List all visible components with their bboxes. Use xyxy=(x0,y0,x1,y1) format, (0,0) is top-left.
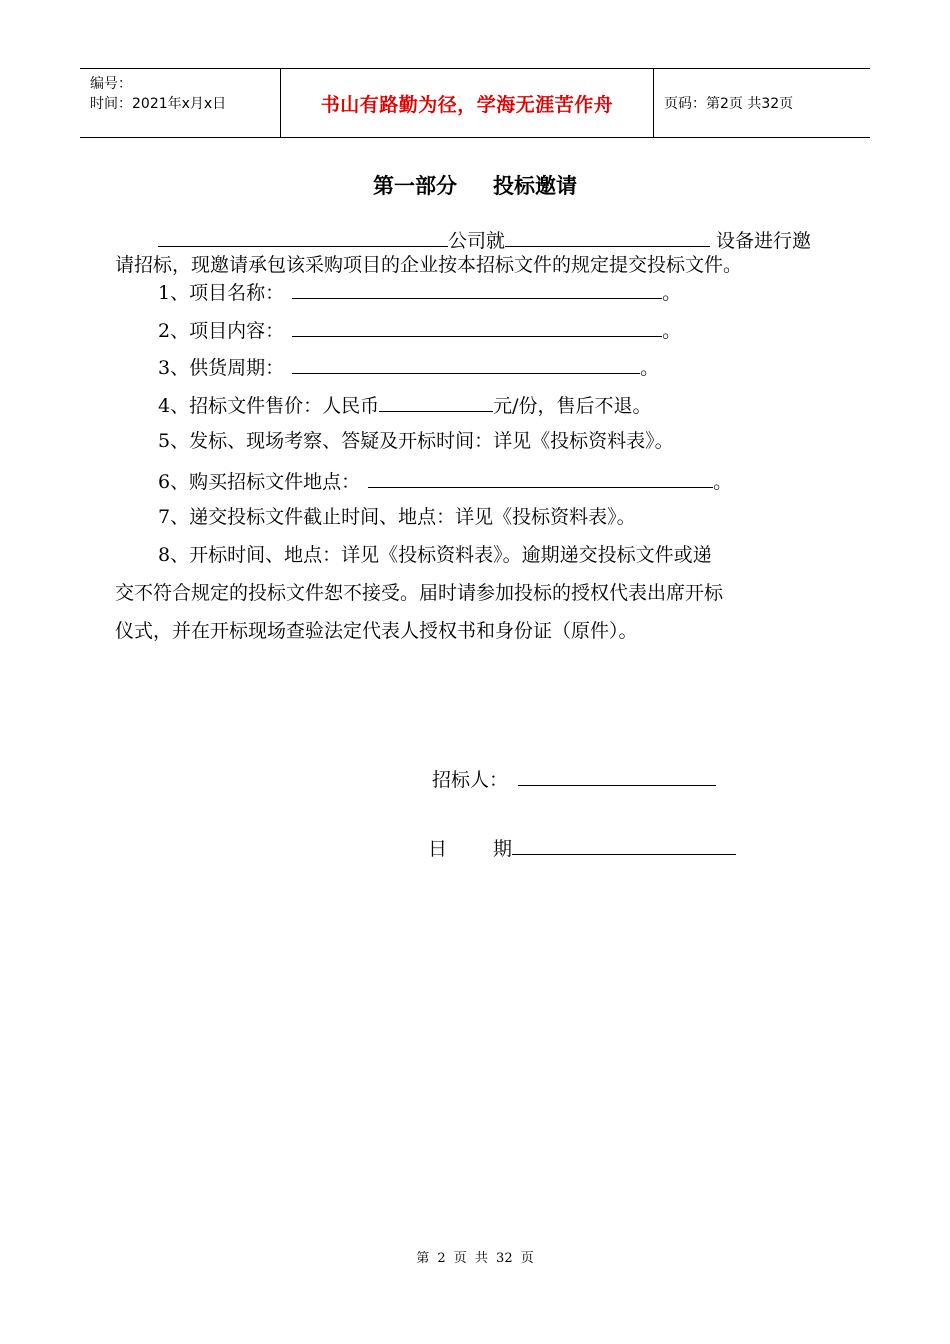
equipment-suffix: 设备进行邀 xyxy=(716,230,812,252)
page-header xyxy=(80,68,870,138)
tender-price-blank[interactable] xyxy=(379,391,493,412)
header-motto: 书山有路勤为径，学海无涯苦作舟 xyxy=(320,93,614,116)
item-1-label: 1、项目名称： xyxy=(158,282,285,304)
intro-line-1 xyxy=(158,226,811,253)
section-name: 投标邀请 xyxy=(493,174,577,198)
intro-line-2 xyxy=(115,253,742,277)
item-7-text: 7、递交投标文件截止时间、地点：详见《投标资料表》。 xyxy=(158,506,636,528)
header-page-info: 页码：第2页 共32页 xyxy=(664,96,794,112)
project-name-blank[interactable] xyxy=(292,278,662,299)
item-3 xyxy=(158,353,659,380)
tenderer-line xyxy=(432,765,716,792)
item-7 xyxy=(158,505,636,529)
supply-period-blank[interactable] xyxy=(292,353,640,374)
item-8-line-1 xyxy=(158,543,712,567)
intro-line-2-text: 请招标，现邀请承包该采购项目的企业按本招标文件的规定提交投标文件。 xyxy=(115,254,743,276)
section-title xyxy=(0,170,950,200)
header-motto-cell xyxy=(281,69,654,137)
document-code-label: 编号： xyxy=(90,76,132,92)
date-label-char-2: 期 xyxy=(493,838,513,860)
date-blank[interactable] xyxy=(512,834,736,855)
header-meta-cell xyxy=(80,69,281,137)
item-8-line-3-text: 仪式，并在开标现场查验法定代表人授权书和身份证（原件）。 xyxy=(115,620,638,642)
item-2 xyxy=(158,316,681,343)
item-8-line-2-text: 交不符合规定的投标文件恕不接受。届时请参加投标的授权代表出席开标 xyxy=(115,582,724,604)
item-8-line-2 xyxy=(115,581,723,605)
purchase-location-blank[interactable] xyxy=(368,467,713,488)
page-footer: 第 2 页 共 32 页 xyxy=(416,1251,534,1266)
item-6-label: 6、购买招标文件地点： xyxy=(158,471,361,493)
item-1-period: 。 xyxy=(662,282,682,304)
company-suffix: 公司就 xyxy=(448,230,506,252)
item-6 xyxy=(158,467,732,494)
item-1 xyxy=(158,278,681,305)
item-2-label: 2、项目内容： xyxy=(158,320,285,342)
equipment-name-blank[interactable] xyxy=(505,226,710,247)
item-4-prefix: 4、招标文件售价：人民币 xyxy=(158,395,380,417)
item-5 xyxy=(158,429,674,453)
item-4-suffix: 元/份，售后不退。 xyxy=(493,395,652,417)
document-time-label: 时间：2021年x月x日 xyxy=(90,96,227,112)
item-8-line-3 xyxy=(115,619,638,643)
item-8-line-1-text: 8、开标时间、地点：详见《投标资料表》。逾期递交投标文件或递 xyxy=(158,544,712,566)
date-line xyxy=(428,834,736,861)
header-page-cell xyxy=(654,69,870,137)
tenderer-label: 招标人： xyxy=(432,769,509,791)
section-part-label: 第一部分 xyxy=(373,174,457,198)
item-3-label: 3、供货周期： xyxy=(158,357,285,379)
item-6-period: 。 xyxy=(713,471,733,493)
tenderer-blank[interactable] xyxy=(518,765,716,786)
item-3-period: 。 xyxy=(640,357,660,379)
item-5-text: 5、发标、现场考察、答疑及开标时间：详见《投标资料表》。 xyxy=(158,430,674,452)
item-2-period: 。 xyxy=(662,320,682,342)
date-label-char-1: 日 xyxy=(428,838,448,860)
company-name-blank[interactable] xyxy=(158,226,448,247)
item-4 xyxy=(158,391,652,418)
project-content-blank[interactable] xyxy=(292,316,662,337)
